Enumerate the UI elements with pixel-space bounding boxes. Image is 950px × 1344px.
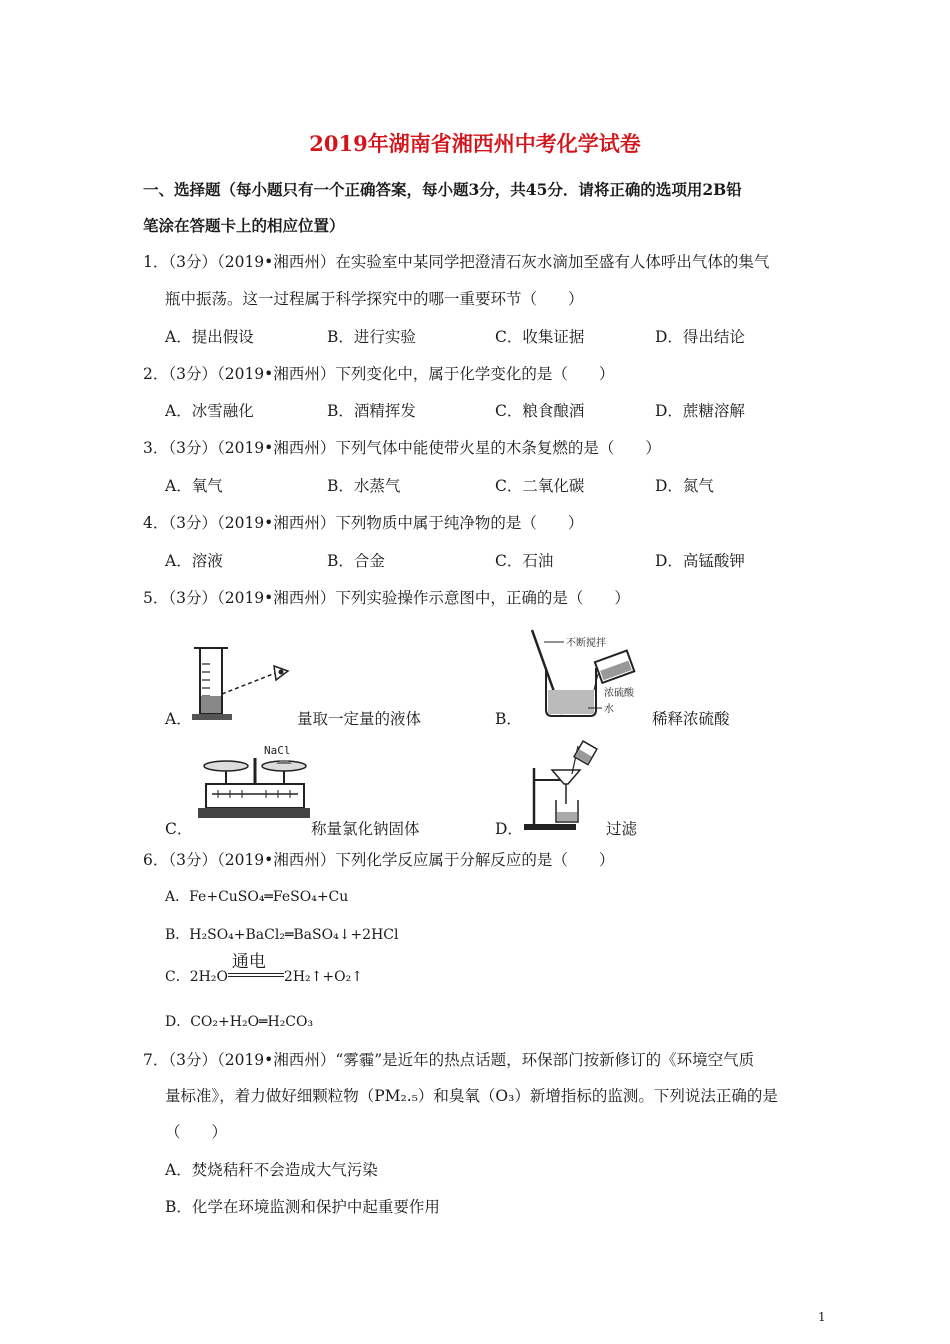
acid-dilution-figure [522, 628, 642, 720]
q1-option-b: B．进行实验 [327, 328, 416, 346]
acid-label: 浓硫酸 [604, 688, 634, 699]
q3-option-c: C．二氧化碳 [495, 477, 585, 495]
q6-option-d: D．CO₂+H₂O═H₂CO₃ [165, 1014, 314, 1030]
stir-label: 不断搅拌 [566, 638, 606, 649]
q2-option-b: B．酒精挥发 [327, 402, 416, 420]
nacl-label: NaCl [264, 744, 291, 757]
section-heading-line1: 一、选择题（每小题只有一个正确答案，每小题3分，共45分．请将正确的选项用2B铅 [143, 180, 742, 199]
q1-stem-line2: 瓶中振荡。这一过程属于科学探究中的哪一重要环节（ ） [165, 290, 584, 308]
page-number: 1 [818, 1310, 826, 1324]
water-label: 水 [604, 704, 614, 715]
q6-option-c-condition [228, 952, 284, 981]
q5-option-d-caption: 过滤 [606, 820, 638, 838]
q7-stem-line3: （ ） [165, 1123, 228, 1141]
q6-option-c-products: 2H₂↑+O₂↑ [283, 969, 363, 985]
q6-option-c-condition-text: 通电 [231, 952, 266, 972]
q7-option-b: B．化学在环境监测和保护中起重要作用 [165, 1198, 440, 1216]
q2-option-a: A．冰雪融化 [165, 402, 254, 420]
balance-figure [198, 742, 310, 826]
q3-option-a: A．氧气 [165, 477, 223, 495]
q6-option-a: A．Fe+CuSO₄═FeSO₄+Cu [165, 889, 349, 905]
q7-stem-line1: 7．（3分）（2019•湘西州）“雾霾”是近年的热点话题，环保部门按新修订的《环境空气质 [143, 1051, 755, 1069]
q5-option-b-caption: 稀释浓硫酸 [652, 710, 730, 728]
q3-option-d: D．氮气 [655, 477, 714, 495]
q1-option-c: C．收集证据 [495, 328, 585, 346]
q4-option-c: C．石油 [495, 552, 554, 570]
q2-stem: 2．（3分）（2019•湘西州）下列变化中，属于化学变化的是（ ） [143, 365, 615, 383]
q4-option-b: B．合金 [327, 552, 385, 570]
q2-option-c: C．粮食酿酒 [495, 402, 585, 420]
q6-stem: 6．（3分）（2019•湘西州）下列化学反应属于分解反应的是（ ） [143, 851, 615, 869]
q3-stem: 3．（3分）（2019•湘西州）下列气体中能使带火星的木条复燃的是（ ） [143, 439, 661, 457]
q5-option-a-caption: 量取一定量的液体 [297, 710, 422, 728]
q5-option-d-letter: D． [495, 820, 523, 838]
q5-option-b-letter: B． [495, 710, 522, 728]
q4-option-a: A．溶液 [165, 552, 223, 570]
q4-stem: 4．（3分）（2019•湘西州）下列物质中属于纯净物的是（ ） [143, 514, 584, 532]
q5-option-c-caption: 称量氯化钠固体 [311, 820, 420, 838]
graduated-cylinder-figure [190, 644, 290, 724]
q7-stem-line2: 量标准》，着力做好细颗粒物（PM₂.₅）和臭氧（O₃）新增指标的监测。下列说法正确的是 [165, 1087, 778, 1105]
q6-option-b: B．H₂SO₄+BaCl₂═BaSO₄↓+2HCl [165, 927, 399, 943]
q4-option-d: D．高锰酸钾 [655, 552, 745, 570]
q5-option-c-letter: C． [165, 820, 193, 838]
section-heading-line2: 笔涂在答题卡上的相应位置） [143, 216, 345, 235]
q5-option-a-letter: A． [165, 710, 192, 728]
page-title: 2019年湖南省湘西州中考化学试卷 [309, 131, 641, 156]
q1-option-a: A．提出假设 [165, 328, 254, 346]
q6-option-c-reactant: C．2H₂O [165, 969, 228, 985]
q1-stem-line1: 1．（3分）（2019•湘西州）在实验室中某同学把澄清石灰水滴加至盛有人体呼出气体的集气 [143, 253, 770, 271]
filtration-figure [522, 740, 606, 832]
q6-option-c [165, 952, 363, 986]
q7-option-a: A．焚烧秸秆不会造成大气污染 [165, 1161, 378, 1179]
q5-stem: 5．（3分）（2019•湘西州）下列实验操作示意图中，正确的是（ ） [143, 589, 630, 607]
q1-option-d: D．得出结论 [655, 328, 745, 346]
q3-option-b: B．水蒸气 [327, 477, 401, 495]
q2-option-d: D．蔗糖溶解 [655, 402, 745, 420]
